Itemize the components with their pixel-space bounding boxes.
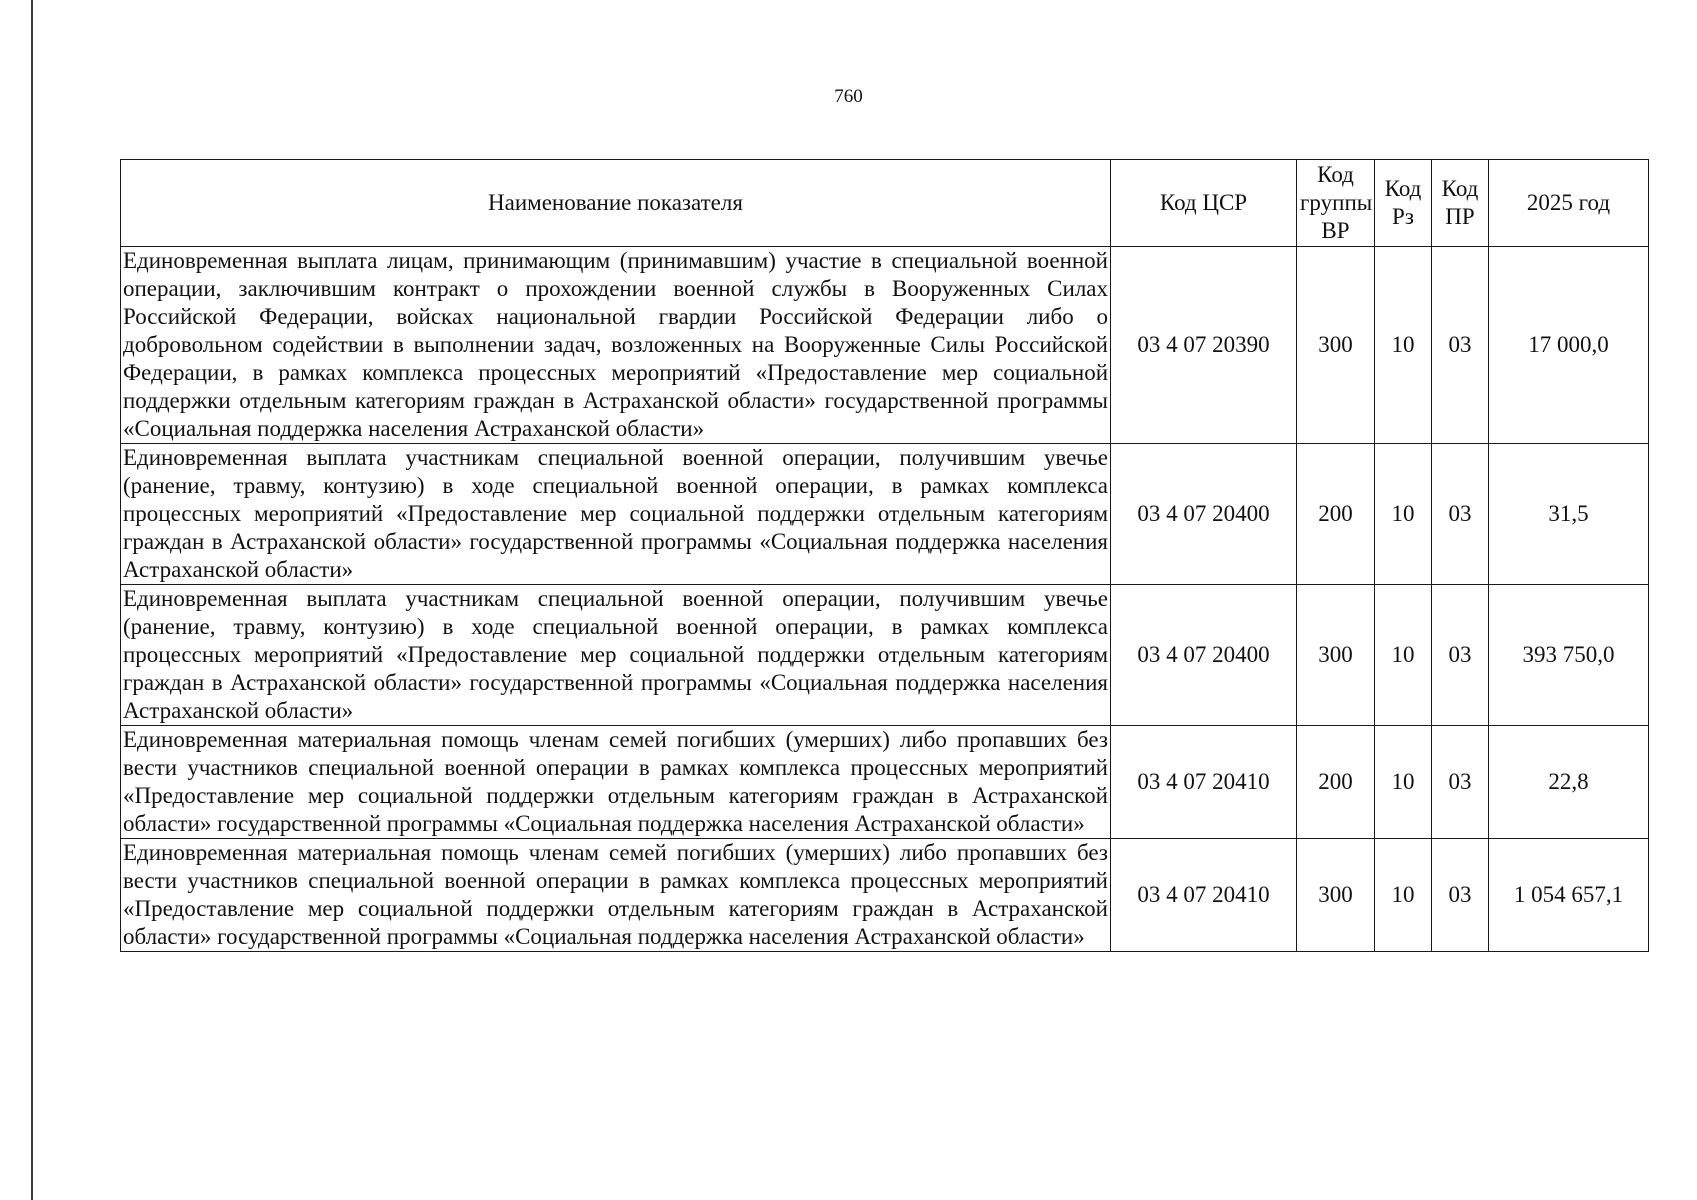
header-csr-code: Код ЦСР xyxy=(1111,160,1297,247)
table-row xyxy=(121,247,1649,444)
row-amount: 17 000,0 xyxy=(1489,247,1649,444)
table-body xyxy=(121,247,1649,952)
table-header xyxy=(121,160,1649,247)
row-vr-code: 200 xyxy=(1297,444,1375,585)
header-vr-code: Код группы ВР xyxy=(1297,160,1375,247)
header-name: Наименование показателя xyxy=(121,160,1111,247)
row-amount: 1 054 657,1 xyxy=(1489,839,1649,952)
row-vr-code: 200 xyxy=(1297,726,1375,839)
row-name: Единовременная материальная помощь членам семей погибших (умерших) либо пропавших без вести участников специальной военной операции в рамках комплекса процессных мероприятий «Предоставление мер социальной поддержки отдельным категориям граждан в Астраханской области» государственной программы «Социальная поддержка населения Астраханской области» xyxy=(121,726,1111,839)
row-pr-code: 03 xyxy=(1432,444,1489,585)
row-pr-code: 03 xyxy=(1432,585,1489,726)
row-csr-code: 03 4 07 20410 xyxy=(1111,726,1297,839)
header-pr-code: Код ПР xyxy=(1432,160,1489,247)
header-rz-code: Код Рз xyxy=(1375,160,1432,247)
row-vr-code: 300 xyxy=(1297,247,1375,444)
row-pr-code: 03 xyxy=(1432,247,1489,444)
row-rz-code: 10 xyxy=(1375,839,1432,952)
page-number: 760 xyxy=(834,86,863,107)
row-pr-code: 03 xyxy=(1432,839,1489,952)
row-name: Единовременная материальная помощь членам семей погибших (умерших) либо пропавших без вести участников специальной военной операции в рамках комплекса процессных мероприятий «Предоставление мер социальной поддержки отдельным категориям граждан в Астраханской области» государственной программы «Социальная поддержка населения Астраханской области» xyxy=(121,839,1111,952)
table-row xyxy=(121,839,1649,952)
row-name: Единовременная выплата участникам специальной военной операции, получившим увечье (ранение, травму, контузию) в ходе специальной военной операции, в рамках комплекса процессных мероприятий «Предоставление мер социальной поддержки отдельным категориям граждан в Астраханской области» государственной программы «Социальная поддержка населения Астраханской области» xyxy=(121,585,1111,726)
header-year: 2025 год xyxy=(1489,160,1649,247)
row-vr-code: 300 xyxy=(1297,585,1375,726)
row-csr-code: 03 4 07 20390 xyxy=(1111,247,1297,444)
row-rz-code: 10 xyxy=(1375,444,1432,585)
table-row xyxy=(121,726,1649,839)
header-row xyxy=(121,160,1649,247)
row-csr-code: 03 4 07 20400 xyxy=(1111,444,1297,585)
row-rz-code: 10 xyxy=(1375,726,1432,839)
row-csr-code: 03 4 07 20400 xyxy=(1111,585,1297,726)
row-amount: 393 750,0 xyxy=(1489,585,1649,726)
row-vr-code: 300 xyxy=(1297,839,1375,952)
row-rz-code: 10 xyxy=(1375,585,1432,726)
budget-table xyxy=(120,159,1649,952)
row-rz-code: 10 xyxy=(1375,247,1432,444)
row-csr-code: 03 4 07 20410 xyxy=(1111,839,1297,952)
table-row xyxy=(121,444,1649,585)
row-amount: 31,5 xyxy=(1489,444,1649,585)
row-amount: 22,8 xyxy=(1489,726,1649,839)
row-pr-code: 03 xyxy=(1432,726,1489,839)
row-name: Единовременная выплата лицам, принимающим (принимавшим) участие в специальной военной операции, заключившим контракт о прохождении военной службы в Вооруженных Силах Российской Федерации, войсках национальной гвардии Российской Федерации либо о добровольном содействии в выполнении задач, возложенных на Вооруженные Силы Российской Федерации, в рамках комплекса процессных мероприятий «Предоставление мер социальной поддержки отдельным категориям граждан в Астраханской области» государственной программы «Социальная поддержка населения Астраханской области» xyxy=(121,247,1111,444)
table-row xyxy=(121,585,1649,726)
row-name: Единовременная выплата участникам специальной военной операции, получившим увечье (ранение, травму, контузию) в ходе специальной военной операции, в рамках комплекса процессных мероприятий «Предоставление мер социальной поддержки отдельным категориям граждан в Астраханской области» государственной программы «Социальная поддержка населения Астраханской области» xyxy=(121,444,1111,585)
scan-edge-line xyxy=(31,0,33,1200)
